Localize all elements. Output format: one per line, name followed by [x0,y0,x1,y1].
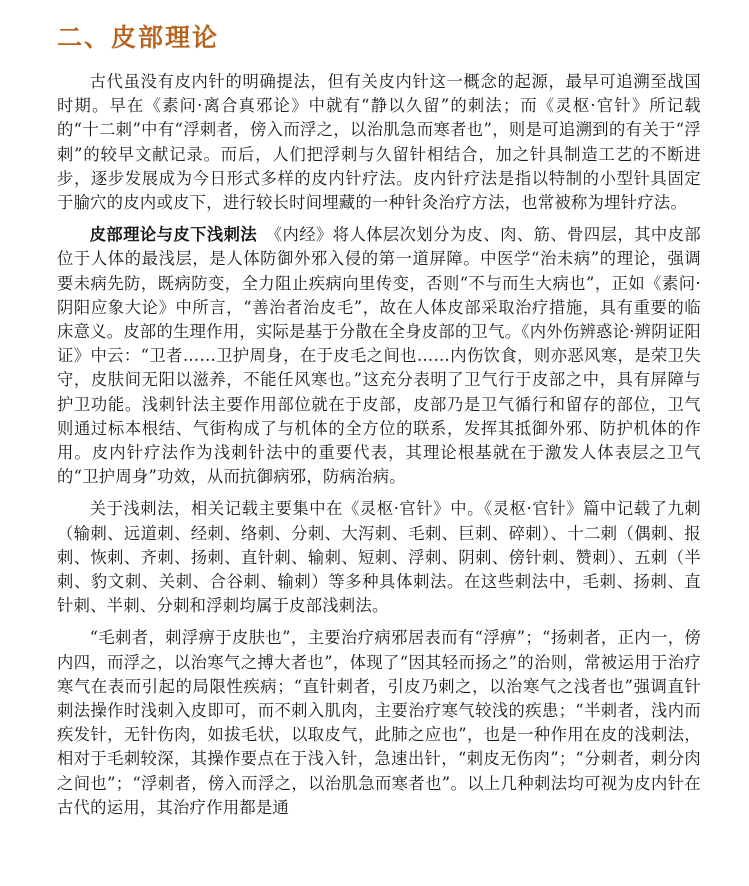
paragraph-text: 古代虽没有皮内针的明确提法，但有关皮内针这一概念的起源，最早可追溯至战国时期。早在《素问·离合真邪论》中就有“静以久留”的刺法；而《灵枢·官针》所记载的“十二刺”中有“浮刺者，傍入而浮之，以治肌急而寒者也”，则是可追溯到的有关于“浮刺”的较早文献记录。而后，人们把浮刺与久留针相结合，加之针具制造工艺的不断进步，逐步发展成为今日形式多样的皮内针疗法。皮内针疗法是指以特制的小型针具固定于腧穴的皮内或皮下，进行较长时间埋藏的一种针灸治疗方法，也常被称为埋针疗法。 [57,72,701,213]
paragraph-origin [57,70,701,215]
paragraph-text: “毛刺者，刺浮痹于皮肤也”，主要治疗病邪居表而有“浮痹”；“扬刺者，正内一，傍内四，而浮之，以治寒气之搏大者也”，体现了“因其轻而扬之”的治则，常被运用于治疗寒气在表而引起的局限性疾病；“直针刺者，引皮乃刺之，以治寒气之浅者也”强调直针刺法操作时浅刺入皮即可，而不刺入肌肉，主要治疗寒气较浅的疾患；“半刺者，浅内而疾发针，无针伤肉，如拔毛状，以取皮气，此肺之应也”，也是一种作用在皮的浅刺法，相对于毛刺较深，其操作要点在于浅入针，急速出针，“刺皮无伤肉”；“分刺者，刺分肉之间也”；“浮刺者，傍入而浮之，以治肌急而寒者也”。以上几种刺法均可视为皮内针在古代的运用，其治疗作用都是通 [57,628,701,817]
section-heading: 二、皮部理论 [57,23,220,52]
paragraph-skin-theory [57,223,701,489]
paragraph-text: 《内经》将人体层次划分为皮、肉、筋、骨四层，其中皮部位于人体的最浅层，是人体防御外邪入侵的第一道屏障。中医学“治未病”的理论，强调要未病先防，既病防变，全力阻止疾病向里传变，否则“不与而生大病也”，正如《素问·阴阳应象大论》中所言，“善治者治皮毛”，故在人体皮部采取治疗措施，具有重要的临床意义。皮部的生理作用，实际是基于分散在全身皮部的卫气。《内外伤辨惑论·辨阴证阳证》中云：“卫者……卫护周身，在于皮毛之间也……内伤饮食，则亦恶风寒，是荣卫失守，皮肤间无阳以滋养，不能任风寒也。”这充分表明了卫气行于皮部之中，具有屏障与护卫功能。浅刺针法主要作用部位就在于皮部，皮部乃是卫气循行和留存的部位，卫气则通过标本根结、气街构成了与机体的全方位的联系，发挥其抵御外邪、防护机体的作用。皮内针疗法作为浅刺针法中的重要代表，其理论根基就在于激发人体表层之卫气的“卫护周身”功效，从而抗御病邪，防病治病。 [57,225,702,487]
paragraph-needling-methods [57,626,701,820]
paragraph-shallow-needling [57,497,701,618]
paragraph-text: 关于浅刺法，相关记载主要集中在《灵枢·官针》中。《灵枢·官针》篇中记载了九刺（输刺、远道刺、经刺、络刺、分刺、大泻刺、毛刺、巨刺、碎刺）、十二刺（偶刺、报刺、恢刺、齐刺、扬刺、直针刺、输刺、短刺、浮刺、阴刺、傍针刺、赞刺）、五刺（半刺、豹文刺、关刺、合谷刺、输刺）等多种具体刺法。在这些刺法中，毛刺、扬刺、直针刺、半刺、分刺和浮刺均属于皮部浅刺法。 [57,499,701,616]
paragraph-lead-heading: 皮部理论与皮下浅刺法 [89,225,258,245]
body-text [57,70,701,828]
